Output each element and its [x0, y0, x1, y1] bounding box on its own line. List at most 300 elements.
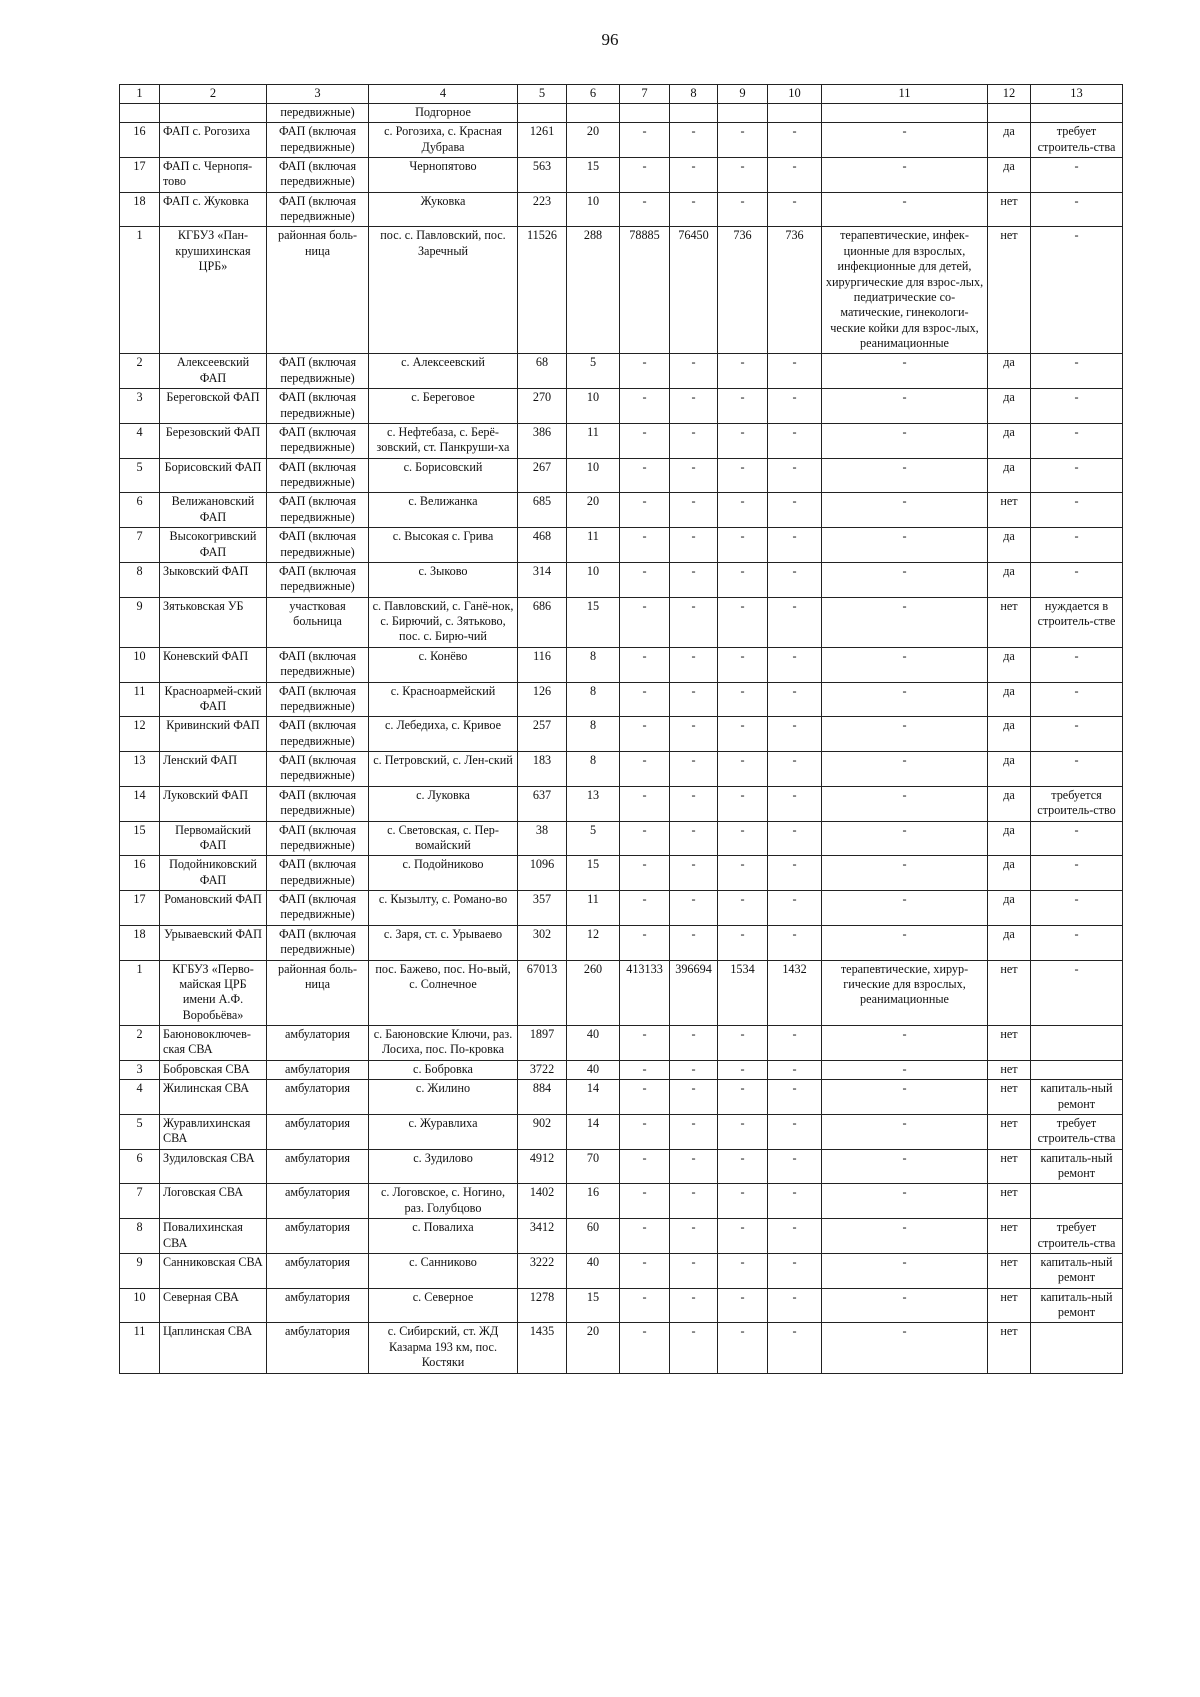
cell-col-7-value: -	[620, 717, 670, 752]
table-row	[120, 1026, 1123, 1061]
cell-flag-value: да	[988, 856, 1031, 891]
cell-bed-count: 288	[567, 227, 620, 354]
cell-col-7-value: -	[620, 562, 670, 597]
cell-notes	[1031, 1026, 1123, 1061]
cell-col-8-value: -	[670, 717, 718, 752]
cell-row-number: 2	[120, 1026, 160, 1061]
cell-notes	[1031, 1060, 1123, 1079]
cell-facility-name: Зятьковская УБ	[160, 597, 267, 647]
cell-col-9-value: -	[718, 354, 768, 389]
cell-facility-name: Повалихинская СВА	[160, 1219, 267, 1254]
cell-facility-type: амбулатория	[267, 1323, 369, 1373]
cell-population: 1261	[518, 123, 567, 158]
table-row	[120, 423, 1123, 458]
cell-facility-name: Логовская СВА	[160, 1184, 267, 1219]
cell-served-settlements: пос. Бажево, пос. Но-вый, с. Солнечное	[369, 960, 518, 1026]
cell-flag-value: нет	[988, 1026, 1031, 1061]
cell-col-10-value: -	[768, 925, 822, 960]
cell-row-number: 7	[120, 1184, 160, 1219]
cell-bed-count: 10	[567, 389, 620, 424]
cell-notes: -	[1031, 717, 1123, 752]
table-row	[120, 354, 1123, 389]
cell-col-8-value: -	[670, 1219, 718, 1254]
cell-row-number: 10	[120, 647, 160, 682]
cell-col-7-value: 413133	[620, 960, 670, 1026]
cell-facility-name: Коневский ФАП	[160, 647, 267, 682]
cell-population: 1096	[518, 856, 567, 891]
cell-facility-type: участковая больница	[267, 597, 369, 647]
cell-notes	[1031, 1323, 1123, 1373]
cell-row-number: 10	[120, 1288, 160, 1323]
cell-col-10-value: 1432	[768, 960, 822, 1026]
cell-col-10-value: -	[768, 1323, 822, 1373]
cell-col-8-value: -	[670, 647, 718, 682]
cell-col-8-value: -	[670, 1323, 718, 1373]
cell-col-9-value: -	[718, 1184, 768, 1219]
table-row	[120, 682, 1123, 717]
cell-col-7-value	[620, 103, 670, 122]
table-row	[120, 1323, 1123, 1373]
cell-row-number: 6	[120, 493, 160, 528]
cell-col-10-value: -	[768, 1184, 822, 1219]
cell-col-8-value: -	[670, 856, 718, 891]
cell-bed-profiles: -	[822, 123, 988, 158]
cell-bed-count: 5	[567, 354, 620, 389]
cell-col-7-value: -	[620, 528, 670, 563]
cell-col-7-value: -	[620, 1219, 670, 1254]
table-row	[120, 856, 1123, 891]
cell-bed-profiles: -	[822, 1288, 988, 1323]
cell-facility-type: ФАП (включая передвижные)	[267, 123, 369, 158]
cell-row-number: 5	[120, 458, 160, 493]
cell-population: 1278	[518, 1288, 567, 1323]
cell-facility-name: КГБУЗ «Перво-майская ЦРБ имени А.Ф. Воробьёва»	[160, 960, 267, 1026]
cell-row-number: 11	[120, 682, 160, 717]
cell-bed-profiles: терапевтические, инфек-ционные для взрослых, инфекционные для детей, хирургические для взрос-лых, педиатрические со-матические, гинекологи-ческие койки для взрос-лых, реанимационные	[822, 227, 988, 354]
cell-population: 1435	[518, 1323, 567, 1373]
cell-bed-profiles: -	[822, 786, 988, 821]
cell-col-7-value: -	[620, 493, 670, 528]
cell-flag-value: да	[988, 354, 1031, 389]
table-row	[120, 562, 1123, 597]
cell-facility-type: амбулатория	[267, 1060, 369, 1079]
cell-bed-count: 10	[567, 458, 620, 493]
cell-row-number: 4	[120, 423, 160, 458]
cell-col-7-value: -	[620, 389, 670, 424]
cell-flag-value: да	[988, 925, 1031, 960]
cell-col-10-value: -	[768, 562, 822, 597]
cell-served-settlements: с. Береговое	[369, 389, 518, 424]
cell-col-7-value: -	[620, 354, 670, 389]
cell-col-9-value	[718, 103, 768, 122]
cell-facility-name: Урываевский ФАП	[160, 925, 267, 960]
cell-facility-type: ФАП (включая передвижные)	[267, 458, 369, 493]
cell-col-7-value: -	[620, 682, 670, 717]
cell-population: 468	[518, 528, 567, 563]
cell-facility-name: Луковский ФАП	[160, 786, 267, 821]
cell-population: 3722	[518, 1060, 567, 1079]
cell-notes: -	[1031, 528, 1123, 563]
cell-bed-profiles: -	[822, 925, 988, 960]
cell-facility-name: Подойниковский ФАП	[160, 856, 267, 891]
cell-notes: капиталь-ный ремонт	[1031, 1253, 1123, 1288]
cell-facility-name: ФАП с. Чернопя-тово	[160, 157, 267, 192]
cell-population: 126	[518, 682, 567, 717]
cell-col-10-value: -	[768, 1253, 822, 1288]
cell-col-8-value: -	[670, 1060, 718, 1079]
cell-row-number: 15	[120, 821, 160, 856]
cell-flag-value: нет	[988, 597, 1031, 647]
cell-facility-type: амбулатория	[267, 1080, 369, 1115]
cell-col-8-value: -	[670, 1114, 718, 1149]
cell-row-number: 2	[120, 354, 160, 389]
cell-flag-value: нет	[988, 1184, 1031, 1219]
cell-served-settlements: с. Подойниково	[369, 856, 518, 891]
cell-col-9-value: 1534	[718, 960, 768, 1026]
cell-notes: -	[1031, 821, 1123, 856]
cell-col-10-value: -	[768, 389, 822, 424]
cell-col-9-value: -	[718, 856, 768, 891]
cell-col-8-value: -	[670, 682, 718, 717]
cell-col-10-value: -	[768, 647, 822, 682]
cell-col-9-value: -	[718, 157, 768, 192]
cell-served-settlements: с. Нефтебаза, с. Берё-зовский, ст. Панкруши-ха	[369, 423, 518, 458]
cell-col-8-value	[670, 103, 718, 122]
cell-notes: -	[1031, 458, 1123, 493]
cell-facility-name: Кривинский ФАП	[160, 717, 267, 752]
cell-bed-count: 12	[567, 925, 620, 960]
cell-col-9-value: -	[718, 1026, 768, 1061]
cell-notes: требует строитель-ства	[1031, 1114, 1123, 1149]
cell-population: 637	[518, 786, 567, 821]
cell-population: 267	[518, 458, 567, 493]
cell-population	[518, 103, 567, 122]
cell-col-10-value: -	[768, 1080, 822, 1115]
cell-facility-name	[160, 103, 267, 122]
cell-facility-type: ФАП (включая передвижные)	[267, 891, 369, 926]
table-row	[120, 647, 1123, 682]
cell-facility-name: Романовский ФАП	[160, 891, 267, 926]
cell-col-8-value: -	[670, 597, 718, 647]
cell-flag-value: да	[988, 123, 1031, 158]
cell-bed-count: 8	[567, 752, 620, 787]
cell-bed-profiles: -	[822, 682, 988, 717]
cell-bed-count: 10	[567, 192, 620, 227]
cell-population: 4912	[518, 1149, 567, 1184]
cell-col-9-value: -	[718, 423, 768, 458]
table-row	[120, 493, 1123, 528]
cell-bed-count: 8	[567, 682, 620, 717]
cell-col-9-value: -	[718, 528, 768, 563]
cell-bed-profiles: -	[822, 1253, 988, 1288]
cell-bed-count: 40	[567, 1026, 620, 1061]
cell-col-7-value: -	[620, 752, 670, 787]
column-header-9: 9	[718, 85, 768, 104]
cell-col-9-value: -	[718, 562, 768, 597]
cell-col-7-value: -	[620, 1026, 670, 1061]
cell-served-settlements: с. Зыково	[369, 562, 518, 597]
table-row	[120, 227, 1123, 354]
cell-notes	[1031, 103, 1123, 122]
cell-served-settlements: с. Борисовский	[369, 458, 518, 493]
cell-facility-name: Ленский ФАП	[160, 752, 267, 787]
cell-flag-value: да	[988, 157, 1031, 192]
cell-served-settlements: с. Красноармейский	[369, 682, 518, 717]
cell-facility-type: ФАП (включая передвижные)	[267, 856, 369, 891]
cell-bed-count: 20	[567, 1323, 620, 1373]
table-row	[120, 192, 1123, 227]
cell-served-settlements: Подгорное	[369, 103, 518, 122]
cell-col-9-value: -	[718, 647, 768, 682]
cell-notes: -	[1031, 423, 1123, 458]
cell-notes: -	[1031, 192, 1123, 227]
cell-bed-profiles: -	[822, 528, 988, 563]
table-row	[120, 1114, 1123, 1149]
cell-row-number: 13	[120, 752, 160, 787]
cell-population: 686	[518, 597, 567, 647]
cell-col-8-value: -	[670, 389, 718, 424]
cell-facility-type: амбулатория	[267, 1114, 369, 1149]
cell-bed-profiles: -	[822, 647, 988, 682]
table-row	[120, 1219, 1123, 1254]
cell-notes: нуждается в строитель-стве	[1031, 597, 1123, 647]
table-row	[120, 1060, 1123, 1079]
cell-facility-type: ФАП (включая передвижные)	[267, 647, 369, 682]
cell-facility-name: Журавлихинская СВА	[160, 1114, 267, 1149]
cell-notes: -	[1031, 157, 1123, 192]
cell-row-number: 9	[120, 597, 160, 647]
cell-facility-name: Высокогривский ФАП	[160, 528, 267, 563]
cell-population: 386	[518, 423, 567, 458]
cell-bed-count: 8	[567, 647, 620, 682]
cell-col-10-value: -	[768, 752, 822, 787]
cell-col-10-value: -	[768, 597, 822, 647]
cell-bed-count: 40	[567, 1060, 620, 1079]
cell-row-number: 16	[120, 856, 160, 891]
cell-served-settlements: с. Луковка	[369, 786, 518, 821]
cell-col-8-value: -	[670, 458, 718, 493]
cell-served-settlements: с. Заря, ст. с. Урываево	[369, 925, 518, 960]
cell-row-number: 17	[120, 891, 160, 926]
cell-population: 1402	[518, 1184, 567, 1219]
cell-served-settlements: с. Жилино	[369, 1080, 518, 1115]
cell-bed-profiles: -	[822, 891, 988, 926]
cell-col-7-value: -	[620, 647, 670, 682]
cell-flag-value: нет	[988, 1060, 1031, 1079]
cell-bed-profiles: -	[822, 562, 988, 597]
cell-facility-type: передвижные)	[267, 103, 369, 122]
cell-population: 257	[518, 717, 567, 752]
cell-facility-type: амбулатория	[267, 1253, 369, 1288]
cell-flag-value: нет	[988, 1080, 1031, 1115]
cell-col-8-value: -	[670, 123, 718, 158]
cell-flag-value: да	[988, 423, 1031, 458]
cell-notes: -	[1031, 925, 1123, 960]
cell-col-9-value: -	[718, 389, 768, 424]
table-row	[120, 1149, 1123, 1184]
cell-col-7-value: 78885	[620, 227, 670, 354]
table-row	[120, 891, 1123, 926]
cell-col-7-value: -	[620, 1288, 670, 1323]
cell-facility-type: районная боль-ница	[267, 227, 369, 354]
cell-flag-value: да	[988, 562, 1031, 597]
cell-facility-type: ФАП (включая передвижные)	[267, 157, 369, 192]
cell-col-10-value: -	[768, 1288, 822, 1323]
cell-bed-profiles: -	[822, 458, 988, 493]
cell-col-9-value: -	[718, 1114, 768, 1149]
cell-col-7-value: -	[620, 1060, 670, 1079]
cell-served-settlements: с. Журавлиха	[369, 1114, 518, 1149]
cell-col-7-value: -	[620, 1080, 670, 1115]
cell-population: 183	[518, 752, 567, 787]
cell-col-7-value: -	[620, 1114, 670, 1149]
cell-row-number: 3	[120, 389, 160, 424]
cell-notes: -	[1031, 493, 1123, 528]
cell-col-8-value: -	[670, 562, 718, 597]
cell-population: 3222	[518, 1253, 567, 1288]
cell-col-9-value: -	[718, 925, 768, 960]
cell-served-settlements: Чернопятово	[369, 157, 518, 192]
cell-population: 357	[518, 891, 567, 926]
cell-row-number: 1	[120, 227, 160, 354]
cell-bed-profiles: -	[822, 1114, 988, 1149]
cell-flag-value: да	[988, 458, 1031, 493]
cell-facility-name: Велижановский ФАП	[160, 493, 267, 528]
cell-col-9-value: -	[718, 1253, 768, 1288]
column-header-10: 10	[768, 85, 822, 104]
cell-facility-name: Северная СВА	[160, 1288, 267, 1323]
cell-facility-type: ФАП (включая передвижные)	[267, 752, 369, 787]
cell-col-9-value: -	[718, 821, 768, 856]
cell-row-number: 11	[120, 1323, 160, 1373]
cell-bed-profiles: -	[822, 856, 988, 891]
cell-col-10-value: -	[768, 157, 822, 192]
cell-facility-type: ФАП (включая передвижные)	[267, 786, 369, 821]
cell-served-settlements: с. Баюновские Ключи, раз. Лосиха, пос. По-кровка	[369, 1026, 518, 1061]
column-header-1: 1	[120, 85, 160, 104]
table-row	[120, 752, 1123, 787]
column-number-row	[120, 85, 1123, 104]
cell-flag-value: нет	[988, 1149, 1031, 1184]
cell-flag-value: нет	[988, 1323, 1031, 1373]
cell-flag-value	[988, 103, 1031, 122]
cell-bed-profiles: -	[822, 1080, 988, 1115]
cell-col-7-value: -	[620, 925, 670, 960]
cell-col-8-value: 396694	[670, 960, 718, 1026]
cell-col-9-value: -	[718, 1080, 768, 1115]
cell-col-8-value: -	[670, 1080, 718, 1115]
table-body	[120, 103, 1123, 1373]
cell-population: 685	[518, 493, 567, 528]
cell-col-7-value: -	[620, 1323, 670, 1373]
cell-facility-name: Санниковская СВА	[160, 1253, 267, 1288]
cell-population: 67013	[518, 960, 567, 1026]
cell-col-7-value: -	[620, 123, 670, 158]
table-row	[120, 925, 1123, 960]
cell-col-9-value: -	[718, 1288, 768, 1323]
cell-notes: -	[1031, 960, 1123, 1026]
cell-col-9-value: -	[718, 597, 768, 647]
cell-col-7-value: -	[620, 821, 670, 856]
cell-facility-name: Красноармей-ский ФАП	[160, 682, 267, 717]
cell-served-settlements: с. Лебедиха, с. Кривое	[369, 717, 518, 752]
cell-col-10-value: -	[768, 786, 822, 821]
cell-facility-type: ФАП (включая передвижные)	[267, 423, 369, 458]
cell-col-9-value: -	[718, 1060, 768, 1079]
cell-col-8-value: -	[670, 423, 718, 458]
cell-col-8-value: -	[670, 1288, 718, 1323]
cell-col-8-value: -	[670, 891, 718, 926]
cell-facility-type: ФАП (включая передвижные)	[267, 562, 369, 597]
cell-col-7-value: -	[620, 423, 670, 458]
cell-flag-value: нет	[988, 227, 1031, 354]
cell-row-number: 4	[120, 1080, 160, 1115]
cell-col-10-value: -	[768, 528, 822, 563]
table-row	[120, 1288, 1123, 1323]
cell-notes	[1031, 1184, 1123, 1219]
cell-col-8-value: -	[670, 157, 718, 192]
cell-facility-type: ФАП (включая передвижные)	[267, 682, 369, 717]
cell-facility-name: Борисовский ФАП	[160, 458, 267, 493]
cell-col-8-value: -	[670, 1184, 718, 1219]
cell-bed-count: 13	[567, 786, 620, 821]
cell-bed-count: 14	[567, 1114, 620, 1149]
column-header-8: 8	[670, 85, 718, 104]
cell-notes: -	[1031, 856, 1123, 891]
cell-bed-count: 16	[567, 1184, 620, 1219]
cell-flag-value: нет	[988, 1114, 1031, 1149]
cell-facility-name: Береговской ФАП	[160, 389, 267, 424]
cell-row-number	[120, 103, 160, 122]
cell-served-settlements: с. Кызылту, с. Романо-во	[369, 891, 518, 926]
cell-facility-type: амбулатория	[267, 1149, 369, 1184]
cell-bed-profiles: -	[822, 717, 988, 752]
cell-col-8-value: -	[670, 192, 718, 227]
cell-served-settlements: с. Северное	[369, 1288, 518, 1323]
cell-col-7-value: -	[620, 597, 670, 647]
cell-col-9-value: -	[718, 717, 768, 752]
cell-served-settlements: с. Зудилово	[369, 1149, 518, 1184]
cell-served-settlements: с. Повалиха	[369, 1219, 518, 1254]
cell-col-9-value: -	[718, 192, 768, 227]
cell-facility-name: Алексеевский ФАП	[160, 354, 267, 389]
cell-col-9-value: -	[718, 458, 768, 493]
cell-flag-value: нет	[988, 960, 1031, 1026]
cell-population: 223	[518, 192, 567, 227]
cell-flag-value: да	[988, 717, 1031, 752]
cell-population: 38	[518, 821, 567, 856]
table-row	[120, 528, 1123, 563]
cell-facility-name: ФАП с. Жуковка	[160, 192, 267, 227]
cell-bed-profiles: -	[822, 389, 988, 424]
cell-bed-count: 15	[567, 597, 620, 647]
cell-row-number: 14	[120, 786, 160, 821]
cell-bed-profiles: -	[822, 192, 988, 227]
cell-facility-type: амбулатория	[267, 1184, 369, 1219]
cell-col-10-value: -	[768, 1026, 822, 1061]
cell-facility-name: Бобровская СВА	[160, 1060, 267, 1079]
cell-row-number: 12	[120, 717, 160, 752]
cell-bed-profiles: -	[822, 821, 988, 856]
cell-facility-type: ФАП (включая передвижные)	[267, 717, 369, 752]
column-header-11: 11	[822, 85, 988, 104]
cell-col-8-value: -	[670, 493, 718, 528]
cell-col-9-value: -	[718, 1219, 768, 1254]
cell-flag-value: да	[988, 389, 1031, 424]
cell-col-9-value: -	[718, 123, 768, 158]
cell-col-7-value: -	[620, 458, 670, 493]
column-header-4: 4	[369, 85, 518, 104]
